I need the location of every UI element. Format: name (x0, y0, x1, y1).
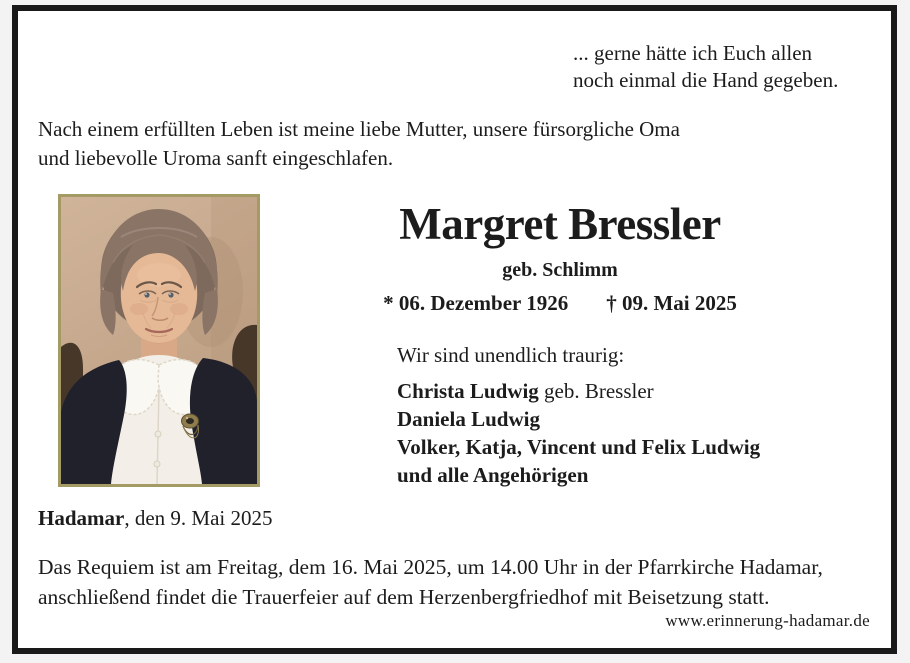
mourner-line (397, 461, 760, 489)
mourner-line (397, 377, 760, 405)
mourner-name: Christa Ludwig (397, 379, 539, 403)
epigraph-line-1: ... gerne hätte ich Euch allen (573, 41, 813, 65)
mourner-name: Daniela Ludwig (397, 407, 540, 431)
funeral-line-1: Das Requiem ist am Freitag, dem 16. Mai 2025, um 14.00 Uhr in der Pfarrkirche Hadamar, (38, 555, 823, 579)
intro-line-1: Nach einem erfüllten Leben ist meine liebe Mutter, unsere fürsorgliche Oma (38, 117, 680, 141)
mourner-name: und alle Angehörigen (397, 463, 589, 487)
intro-paragraph (38, 115, 680, 173)
mourner-name: Volker, Katja, Vincent und Felix Ludwig (397, 435, 761, 459)
mourner-line (397, 405, 760, 433)
death-date: † 09. Mai 2025 (606, 291, 737, 315)
funeral-info (38, 552, 823, 612)
mourning-heading: Wir sind unendlich traurig: (397, 343, 625, 367)
mourner-suffix: geb. Bressler (538, 379, 654, 403)
place: Hadamar (38, 506, 125, 530)
portrait-illustration (61, 197, 257, 484)
memorial-website: www.erinnerung-hadamar.de (665, 611, 870, 630)
life-dates (340, 291, 780, 316)
funeral-line-2: anschließend findet die Trauerfeier auf dem Herzenbergfriedhof mit Beisetzung statt. (38, 585, 770, 609)
portrait-photo (58, 194, 260, 487)
mourning-block (397, 343, 760, 489)
epigraph-line-2: noch einmal die Hand gegeben. (573, 68, 839, 92)
epigraph (573, 40, 838, 94)
date: , den 9. Mai 2025 (124, 506, 273, 530)
intro-line-2: und liebevolle Uroma sanft eingeschlafen. (38, 146, 394, 170)
deceased-block (340, 200, 780, 316)
birth-date: * 06. Dezember 1926 (383, 291, 569, 315)
maiden-name: geb. Schlimm (502, 259, 618, 281)
deceased-name: Margret Bressler (399, 199, 721, 249)
mourner-line (397, 433, 760, 461)
place-and-date (38, 506, 272, 531)
mourner-list (397, 377, 760, 489)
